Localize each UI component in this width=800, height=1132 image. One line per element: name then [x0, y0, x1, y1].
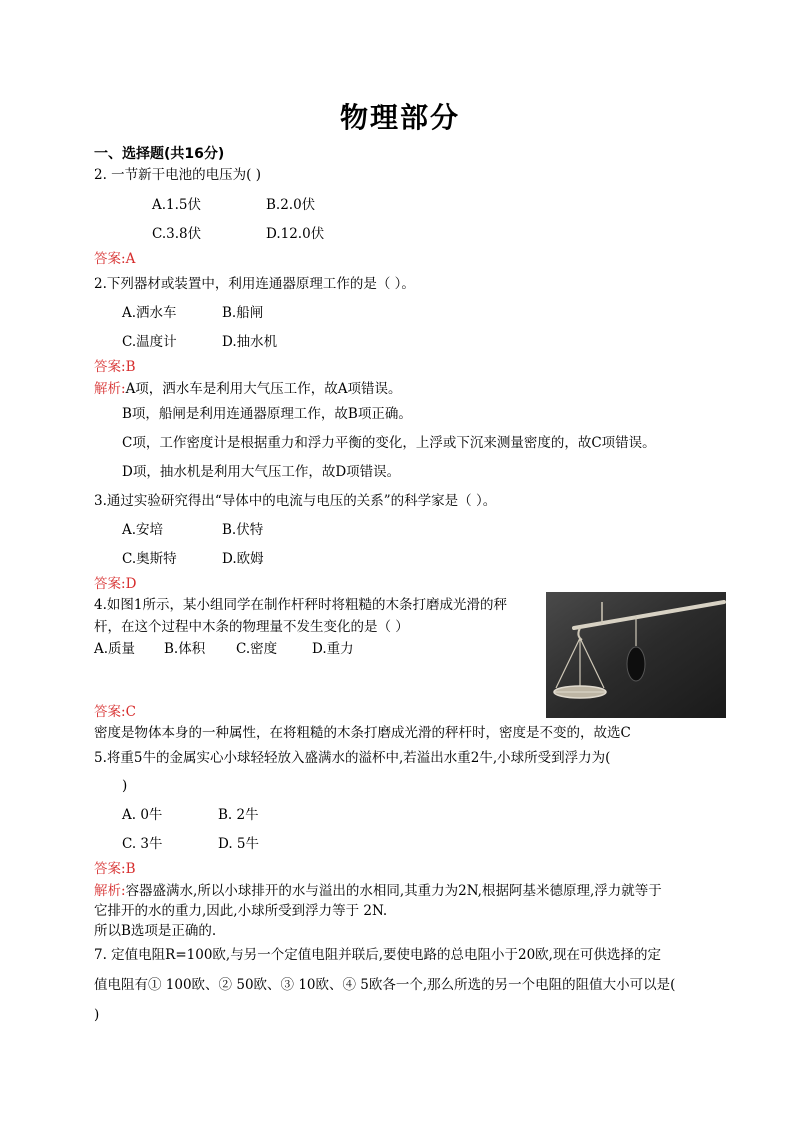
- q1-option-d: D.12.0伏: [266, 226, 325, 242]
- q5-option-b: B. 2牛: [218, 807, 259, 823]
- q1-option-a: A.1.5伏: [152, 197, 202, 213]
- q1-answer-value: A: [125, 251, 136, 267]
- q4-answer-value: C: [125, 704, 136, 720]
- q2-answer-label: 答案:: [94, 359, 126, 375]
- q1-answer-label: 答案:: [94, 251, 126, 267]
- q5-answer-value: B: [125, 861, 136, 877]
- q2-answer-value: B: [125, 359, 136, 375]
- section-heading: 一、选择题(共16分): [94, 146, 225, 162]
- q4-option-a: A.质量: [94, 641, 136, 657]
- q2-analysis-label: 解析:: [94, 381, 126, 397]
- q5-analysis: [94, 882, 662, 900]
- q4-explanation: 密度是物体本身的一种属性，在将粗糙的木条打磨成光滑的秤杆时，密度是不变的，故选C: [94, 725, 631, 741]
- page-title: 物理部分: [339, 101, 460, 134]
- q2-analysis-line-4: D项，抽水机是利用大气压工作，故D项错误。: [122, 464, 401, 480]
- q3-answer: [94, 575, 136, 593]
- q1-stem: 2. 一节新干电池的电压为( ): [94, 167, 261, 183]
- q2-analysis-line-2: B项，船闸是利用连通器原理工作，故B项正确。: [122, 406, 412, 422]
- q2-option-c: C.温度计: [122, 334, 177, 350]
- q4-stem-line-1: 4.如图1所示，某小组同学在制作杆秤时将粗糙的木条打磨成光滑的秤: [94, 597, 507, 613]
- q3-option-d: D.欧姆: [222, 551, 264, 567]
- q7-stem-line-1: 7. 定值电阻R=100欧,与另一个定值电阻并联后,要使电路的总电阻小于20欧,现在可供选择的定: [94, 947, 661, 963]
- q5-answer: [94, 860, 135, 878]
- q2-option-d: D.抽水机: [222, 334, 278, 350]
- q5-option-c: C. 3牛: [122, 836, 163, 852]
- q3-option-a: A.安培: [122, 522, 164, 538]
- q5-analysis-line-1: 容器盛满水,所以小球排开的水与溢出的水相同,其重力为2N,根据阿基米德原理,浮力就等于: [125, 883, 662, 899]
- q3-option-c: C.奥斯特: [122, 551, 177, 567]
- q5-answer-label: 答案:: [94, 861, 126, 877]
- q5-analysis-line-2: 它排开的水的重力,因此,小球所受到浮力等于 2N.: [94, 903, 388, 919]
- q2-option-a: A.洒水车: [122, 305, 177, 321]
- q4-option-b: B.体积: [164, 641, 206, 657]
- q2-analysis-line-1: A项，洒水车是利用大气压工作，故A项错误。: [125, 381, 402, 397]
- q4-answer: [94, 703, 136, 721]
- q2-analysis: [94, 380, 402, 398]
- q4-option-d: D.重力: [312, 641, 354, 657]
- q5-stem-line-1: 5.将重5牛的金属实心小球轻轻放入盛满水的溢杯中,若溢出水重2牛,小球所受到浮力为(: [94, 750, 611, 766]
- steelyard-illustration: [546, 592, 726, 718]
- q3-stem: 3.通过实验研究得出“导体中的电流与电压的关系”的科学家是（ ）。: [94, 493, 497, 509]
- q3-answer-label: 答案:: [94, 576, 126, 592]
- q5-option-d: D. 5牛: [218, 836, 260, 852]
- q5-option-a: A. 0牛: [122, 807, 163, 823]
- q3-answer-value: D: [125, 576, 137, 592]
- q1-answer: [94, 250, 135, 268]
- q4-answer-label: 答案:: [94, 704, 126, 720]
- q5-stem-line-2: ): [122, 778, 128, 794]
- q1-option-b: B.2.0伏: [266, 197, 316, 213]
- q7-stem-line-3: ): [94, 1007, 100, 1023]
- q5-analysis-line-3: 所以B选项是正确的.: [94, 923, 217, 939]
- q2-analysis-line-3: C项，工作密度计是根据重力和浮力平衡的变化，上浮或下沉来测量密度的，故C项错误。: [122, 435, 656, 451]
- steelyard-photo: [546, 592, 726, 718]
- q2-stem: 2.下列器材或装置中，利用连通器原理工作的是（ ）。: [94, 276, 415, 292]
- q1-option-c: C.3.8伏: [152, 226, 202, 242]
- q4-stem-line-2: 杆，在这个过程中木条的物理量不发生变化的是（ ）: [94, 619, 409, 635]
- q3-option-b: B.伏特: [222, 522, 264, 538]
- q7-stem-line-2: 值电阻有① 100欧、② 50欧、③ 10欧、④ 5欧各一个,那么所选的另一个电阻的阻值大小可以是(: [94, 977, 676, 993]
- q2-option-b: B.船闸: [222, 305, 264, 321]
- q5-analysis-label: 解析:: [94, 883, 126, 899]
- q2-answer: [94, 358, 135, 376]
- q4-option-c: C.密度: [236, 641, 278, 657]
